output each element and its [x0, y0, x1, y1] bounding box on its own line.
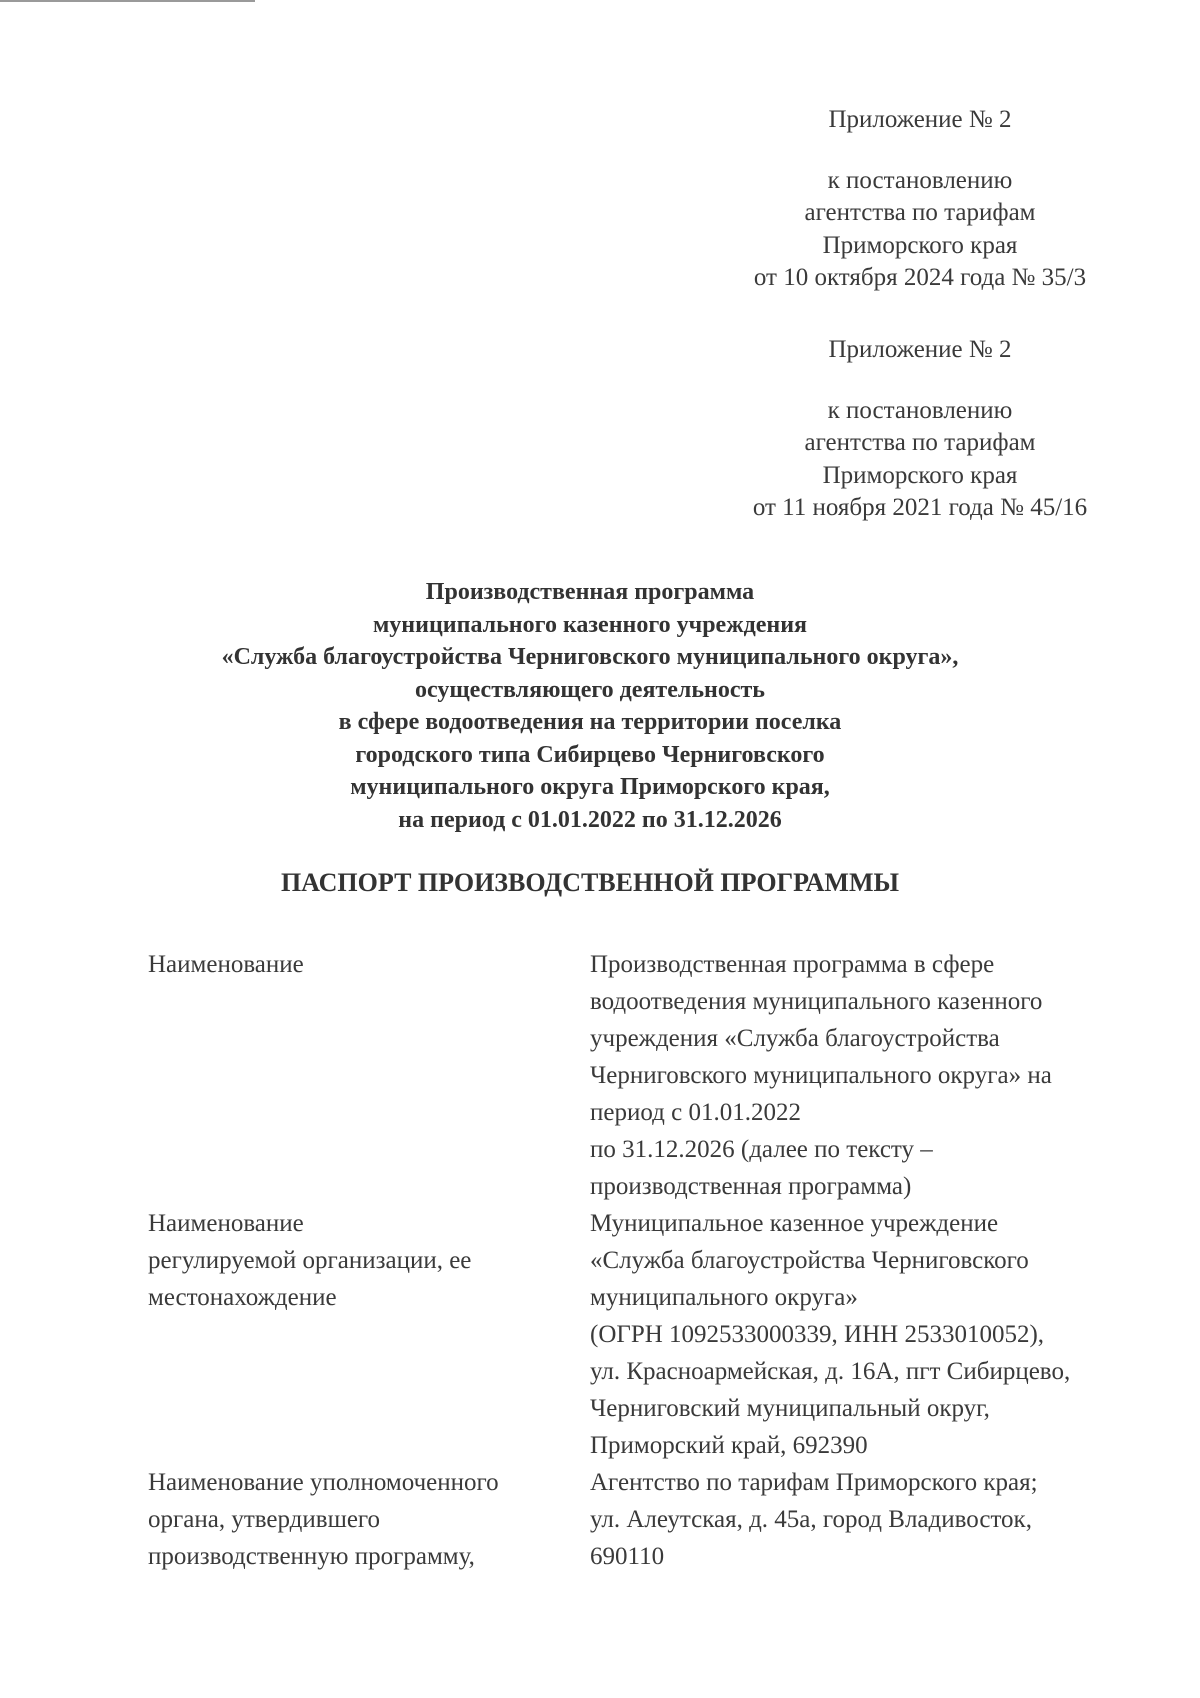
appendix-block-1	[700, 104, 1140, 295]
value-line: Производственная программа в сфере	[590, 951, 995, 978]
scan-edge-line	[0, 0, 255, 2]
value-line: муниципального округа»	[590, 1284, 858, 1311]
passport-row-organization	[148, 1205, 1138, 1464]
program-title-line: Производственная программа	[425, 579, 755, 605]
appendix-line: Приморского края	[822, 231, 1018, 259]
passport-row-label	[148, 946, 590, 1205]
value-line: 690110	[590, 1543, 665, 1570]
program-title-line: в сфере водоотведения на территории поселка	[338, 709, 842, 735]
value-line: ул. Красноармейская, д. 16А, пгт Сибирцево,	[590, 1358, 1071, 1385]
value-line: Черниговского муниципального округа» на	[590, 1062, 1052, 1089]
passport-row-name	[148, 946, 1138, 1205]
value-line: Агентство по тарифам Приморского края;	[590, 1469, 1038, 1496]
passport-row-label	[148, 1464, 590, 1575]
value-line: Муниципальное казенное учреждение	[590, 1210, 999, 1237]
passport-row-authority	[148, 1464, 1138, 1575]
appendix-line: к постановлению	[827, 166, 1013, 194]
program-title-line: городского типа Сибирцево Черниговского	[355, 741, 825, 768]
label-line: органа, утвердившего	[148, 1506, 381, 1533]
appendix-line: от 10 октября 2024 года № 35/3	[753, 264, 1087, 291]
passport-row-value	[590, 1464, 1138, 1575]
value-line: Приморский край, 692390	[590, 1432, 868, 1459]
label-line: производственную программу,	[148, 1543, 475, 1570]
label-line: регулируемой организации, ее	[148, 1247, 472, 1274]
appendix-title: Приложение № 2	[828, 336, 1012, 363]
program-title-line: муниципального округа Приморского края,	[350, 774, 830, 800]
passport-row-value	[590, 1205, 1138, 1464]
passport-heading: ПАСПОРТ ПРОИЗВОДСТВЕННОЙ ПРОГРАММЫ	[280, 868, 900, 897]
appendix-line: к постановлению	[827, 396, 1013, 424]
label-line: Наименование уполномоченного	[148, 1469, 499, 1496]
value-line: водоотведения муниципального казенного	[590, 988, 1043, 1015]
value-line: «Служба благоустройства Черниговского	[590, 1247, 1029, 1274]
program-title-line: «Служба благоустройства Черниговского муниципального округа»,	[221, 644, 959, 670]
passport-row-label	[148, 1205, 590, 1464]
value-line: период с 01.01.2022	[590, 1099, 801, 1126]
value-line: Черниговский муниципальный округ,	[590, 1395, 990, 1422]
value-line: (ОГРН 1092533000339, ИНН 2533010052),	[590, 1321, 1045, 1348]
passport-table	[148, 946, 1138, 1575]
program-title	[130, 576, 1050, 836]
label-line: Наименование	[148, 951, 304, 978]
label-line: Наименование	[148, 1210, 304, 1237]
appendix-line: от 11 ноября 2021 года № 45/16	[752, 494, 1088, 521]
appendix-line: агентства по тарифам	[804, 199, 1036, 226]
program-title-line: осуществляющего деятельность	[415, 676, 765, 703]
value-line: ул. Алеутская, д. 45а, город Владивосток,	[590, 1506, 1032, 1533]
program-title-line: муниципального казенного учреждения	[372, 611, 808, 638]
appendix-line: Приморского края	[822, 461, 1018, 489]
passport-row-value	[590, 946, 1138, 1205]
label-line: местонахождение	[148, 1284, 337, 1311]
value-line: учреждения «Служба благоустройства	[590, 1025, 1000, 1052]
value-line: производственная программа)	[590, 1173, 912, 1200]
appendix-line: агентства по тарифам	[804, 429, 1036, 456]
appendix-title: Приложение № 2	[828, 106, 1012, 133]
value-line: по 31.12.2026 (далее по тексту –	[590, 1136, 933, 1163]
program-title-line: на период с 01.01.2022 по 31.12.2026	[398, 806, 782, 833]
appendix-block-2	[700, 334, 1140, 525]
